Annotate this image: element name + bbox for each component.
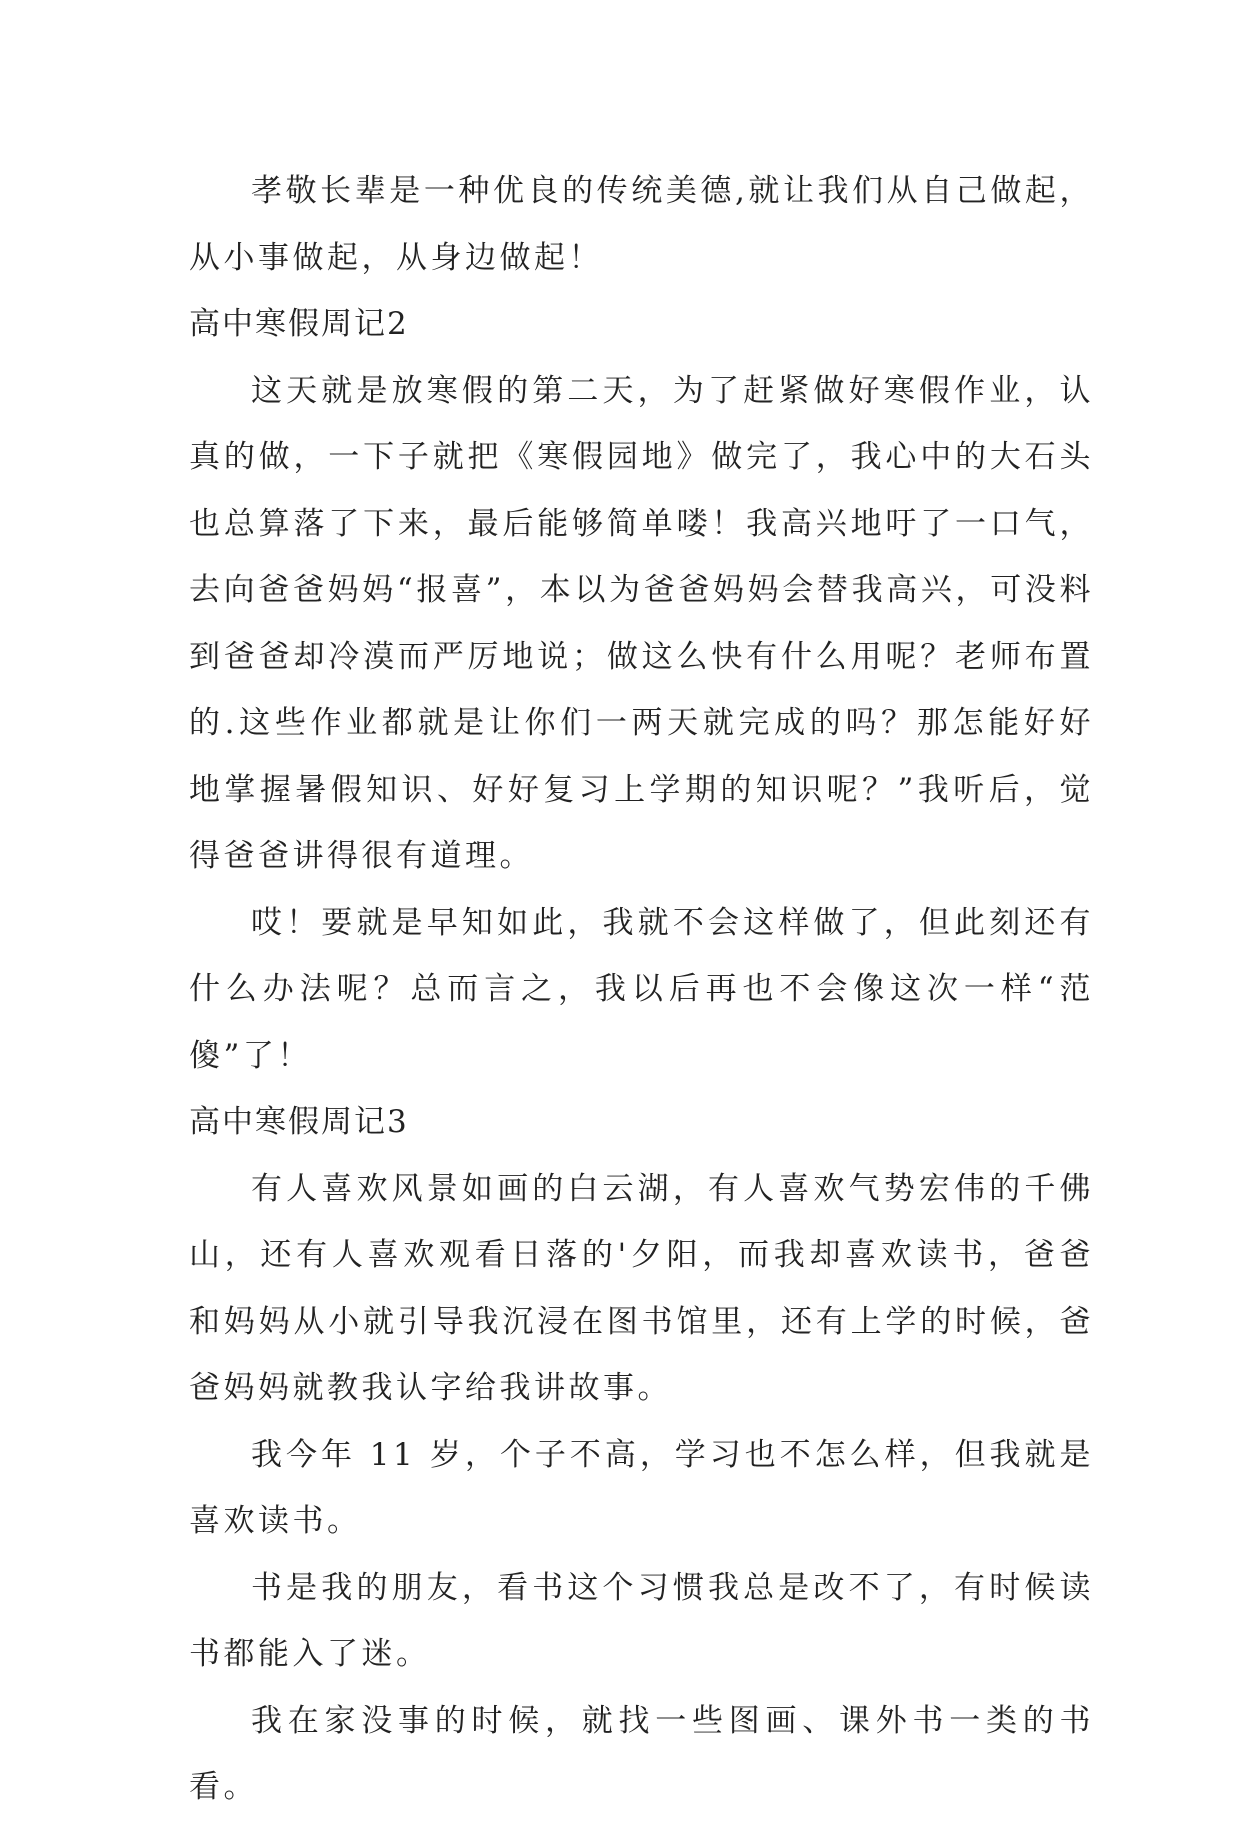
paragraph-filial-piety: 孝敬长辈是一种优良的传统美德,就让我们从自己做起，从小事做起，从身边做起！ — [189, 173, 1094, 276]
document-body — [189, 158, 1094, 1821]
paragraph-winter-homework: 这天就是放寒假的第二天，为了赶紧做好寒假作业，认真的做，一下子就把《寒假园地》做完了，我心中的大石头也总算落了下来，最后能够简单喽！我高兴地吁了一口气，去向爸爸妈妈“报喜”，本以为爸爸妈妈会替我高兴，可没料到爸爸却冷漠而严厉地说；做这么快有什么用呢？老师布置的.这些作业都就是让你们一两天就完成的吗？那怎能好好地掌握暑假知识、好好复习上学期的知识呢？”我听后，觉得爸爸讲得很有道理。 — [189, 372, 1094, 874]
paragraph-love-reading: 有人喜欢风景如画的白云湖，有人喜欢气势宏伟的千佛山，还有人喜欢观看日落的'夕阳，而我却喜欢读书，爸爸和妈妈从小就引导我沉浸在图书馆里，还有上学的时候，爸爸妈妈就教我认字给我讲故事。 — [189, 1170, 1094, 1406]
heading-weekly-journal-3: 高中寒假周记3 — [189, 1104, 409, 1140]
paragraph-at-home: 我在家没事的时候，就找一些图画、课外书一类的书看。 — [189, 1702, 1094, 1805]
heading-weekly-journal-2: 高中寒假周记2 — [189, 306, 409, 342]
paragraph-books-friend: 书是我的朋友，看书这个习惯我总是改不了，有时候读书都能入了迷。 — [189, 1569, 1094, 1672]
paragraph-regret: 哎！要就是早知如此，我就不会这样做了，但此刻还有什么办法呢？总而言之，我以后再也不会像这次一样“范傻”了！ — [189, 904, 1094, 1074]
paragraph-age: 我今年 11 岁，个子不高，学习也不怎么样，但我就是喜欢读书。 — [189, 1436, 1094, 1539]
